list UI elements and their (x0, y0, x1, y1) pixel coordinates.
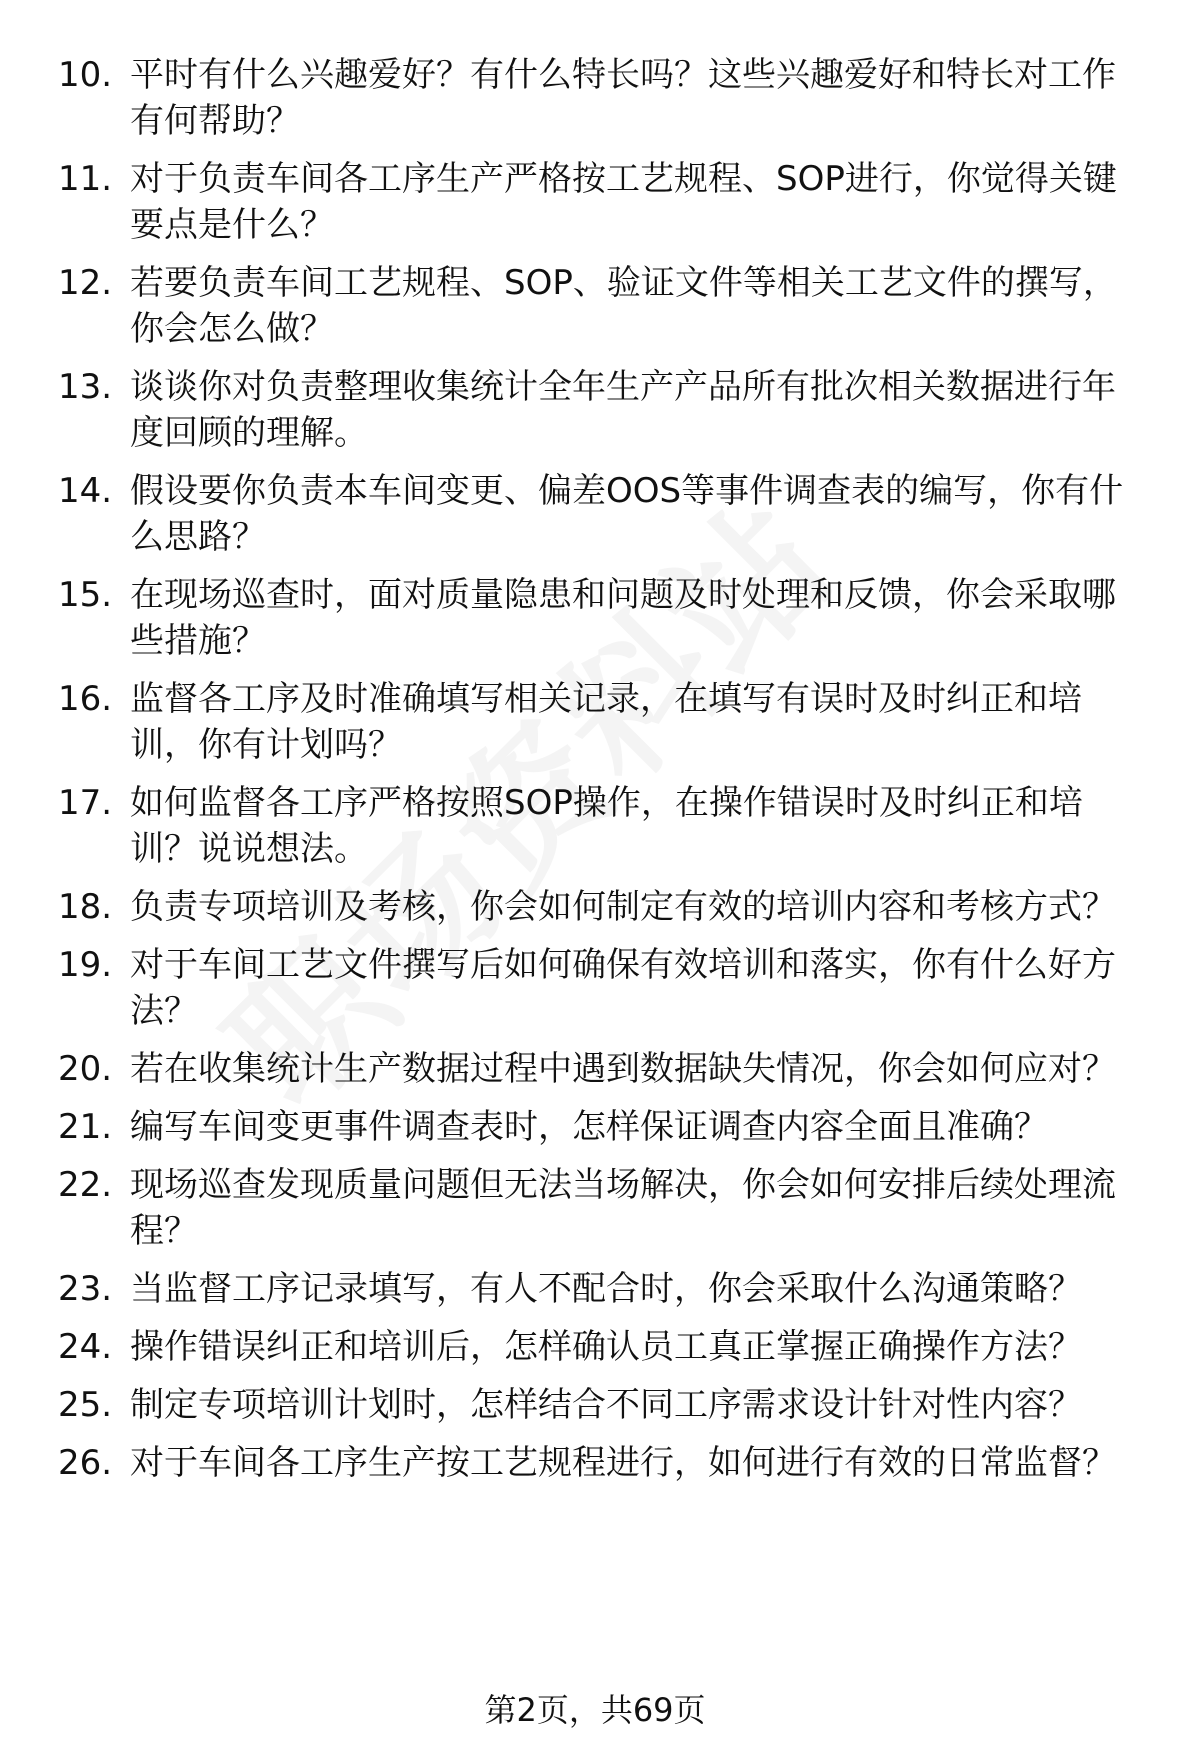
question-number: 12. (58, 263, 113, 303)
question-number: 20. (58, 1049, 113, 1089)
question-text: 若要负责车间工艺规程、SOP、验证文件等相关工艺文件的撰写，你会怎么做？ (130, 263, 1117, 349)
question-number: 11. (58, 159, 113, 199)
question-list (0, 52, 1190, 1498)
question-number: 24. (58, 1327, 113, 1367)
page-number-footer: 第2页，共69页 (484, 1691, 706, 1729)
question-text: 假设要你负责本车间变更、偏差OOS等事件调查表的编写，你有什么思路？ (130, 471, 1124, 557)
question-number: 25. (58, 1385, 113, 1425)
question-text: 谈谈你对负责整理收集统计全年生产产品所有批次相关数据进行年度回顾的理解。 (130, 367, 1116, 453)
question-text: 如何监督各工序严格按照SOP操作，在操作错误时及时纠正和培训？说说想法。 (130, 783, 1083, 869)
question-item (0, 468, 1190, 560)
question-number: 21. (58, 1107, 113, 1147)
question-text: 制定专项培训计划时，怎样结合不同工序需求设计针对性内容？ (130, 1385, 1082, 1425)
question-item (0, 1046, 1190, 1092)
question-number: 17. (58, 783, 113, 823)
question-text: 编写车间变更事件调查表时，怎样保证调查内容全面且准确？ (130, 1107, 1048, 1147)
question-item (0, 1162, 1190, 1254)
question-number: 10. (58, 55, 113, 95)
question-item (0, 1266, 1190, 1312)
question-text: 操作错误纠正和培训后，怎样确认员工真正掌握正确操作方法？ (130, 1327, 1082, 1367)
question-item (0, 156, 1190, 248)
question-text: 若在收集统计生产数据过程中遇到数据缺失情况，你会如何应对？ (130, 1049, 1116, 1089)
question-number: 26. (58, 1443, 113, 1483)
question-text: 平时有什么兴趣爱好？有什么特长吗？这些兴趣爱好和特长对工作有何帮助？ (130, 55, 1116, 141)
question-item (0, 780, 1190, 872)
question-item (0, 52, 1190, 144)
question-item (0, 1324, 1190, 1370)
question-text: 在现场巡查时，面对质量隐患和问题及时处理和反馈，你会采取哪些措施？ (130, 575, 1116, 661)
question-item (0, 364, 1190, 456)
question-text: 负责专项培训及考核，你会如何制定有效的培训内容和考核方式？ (130, 887, 1116, 927)
question-number: 22. (58, 1165, 113, 1205)
question-number: 19. (58, 945, 113, 985)
question-item (0, 260, 1190, 352)
question-number: 23. (58, 1269, 113, 1309)
question-text: 对于车间各工序生产按工艺规程进行，如何进行有效的日常监督？ (130, 1443, 1116, 1483)
question-number: 14. (58, 471, 113, 511)
question-text: 监督各工序及时准确填写相关记录，在填写有误时及时纠正和培训，你有计划吗？ (130, 679, 1082, 765)
question-item (0, 942, 1190, 1034)
question-item (0, 1104, 1190, 1150)
question-item (0, 1382, 1190, 1428)
question-item (0, 572, 1190, 664)
question-item (0, 1440, 1190, 1486)
question-item (0, 676, 1190, 768)
question-number: 15. (58, 575, 113, 615)
question-number: 18. (58, 887, 113, 927)
question-number: 16. (58, 679, 113, 719)
question-text: 对于车间工艺文件撰写后如何确保有效培训和落实，你有什么好方法？ (130, 945, 1116, 1031)
question-text: 现场巡查发现质量问题但无法当场解决，你会如何安排后续处理流程？ (130, 1165, 1116, 1251)
question-number: 13. (58, 367, 113, 407)
question-item (0, 884, 1190, 930)
question-text: 当监督工序记录填写，有人不配合时，你会采取什么沟通策略？ (130, 1269, 1082, 1309)
question-text: 对于负责车间各工序生产严格按工艺规程、SOP进行，你觉得关键要点是什么？ (130, 159, 1117, 245)
